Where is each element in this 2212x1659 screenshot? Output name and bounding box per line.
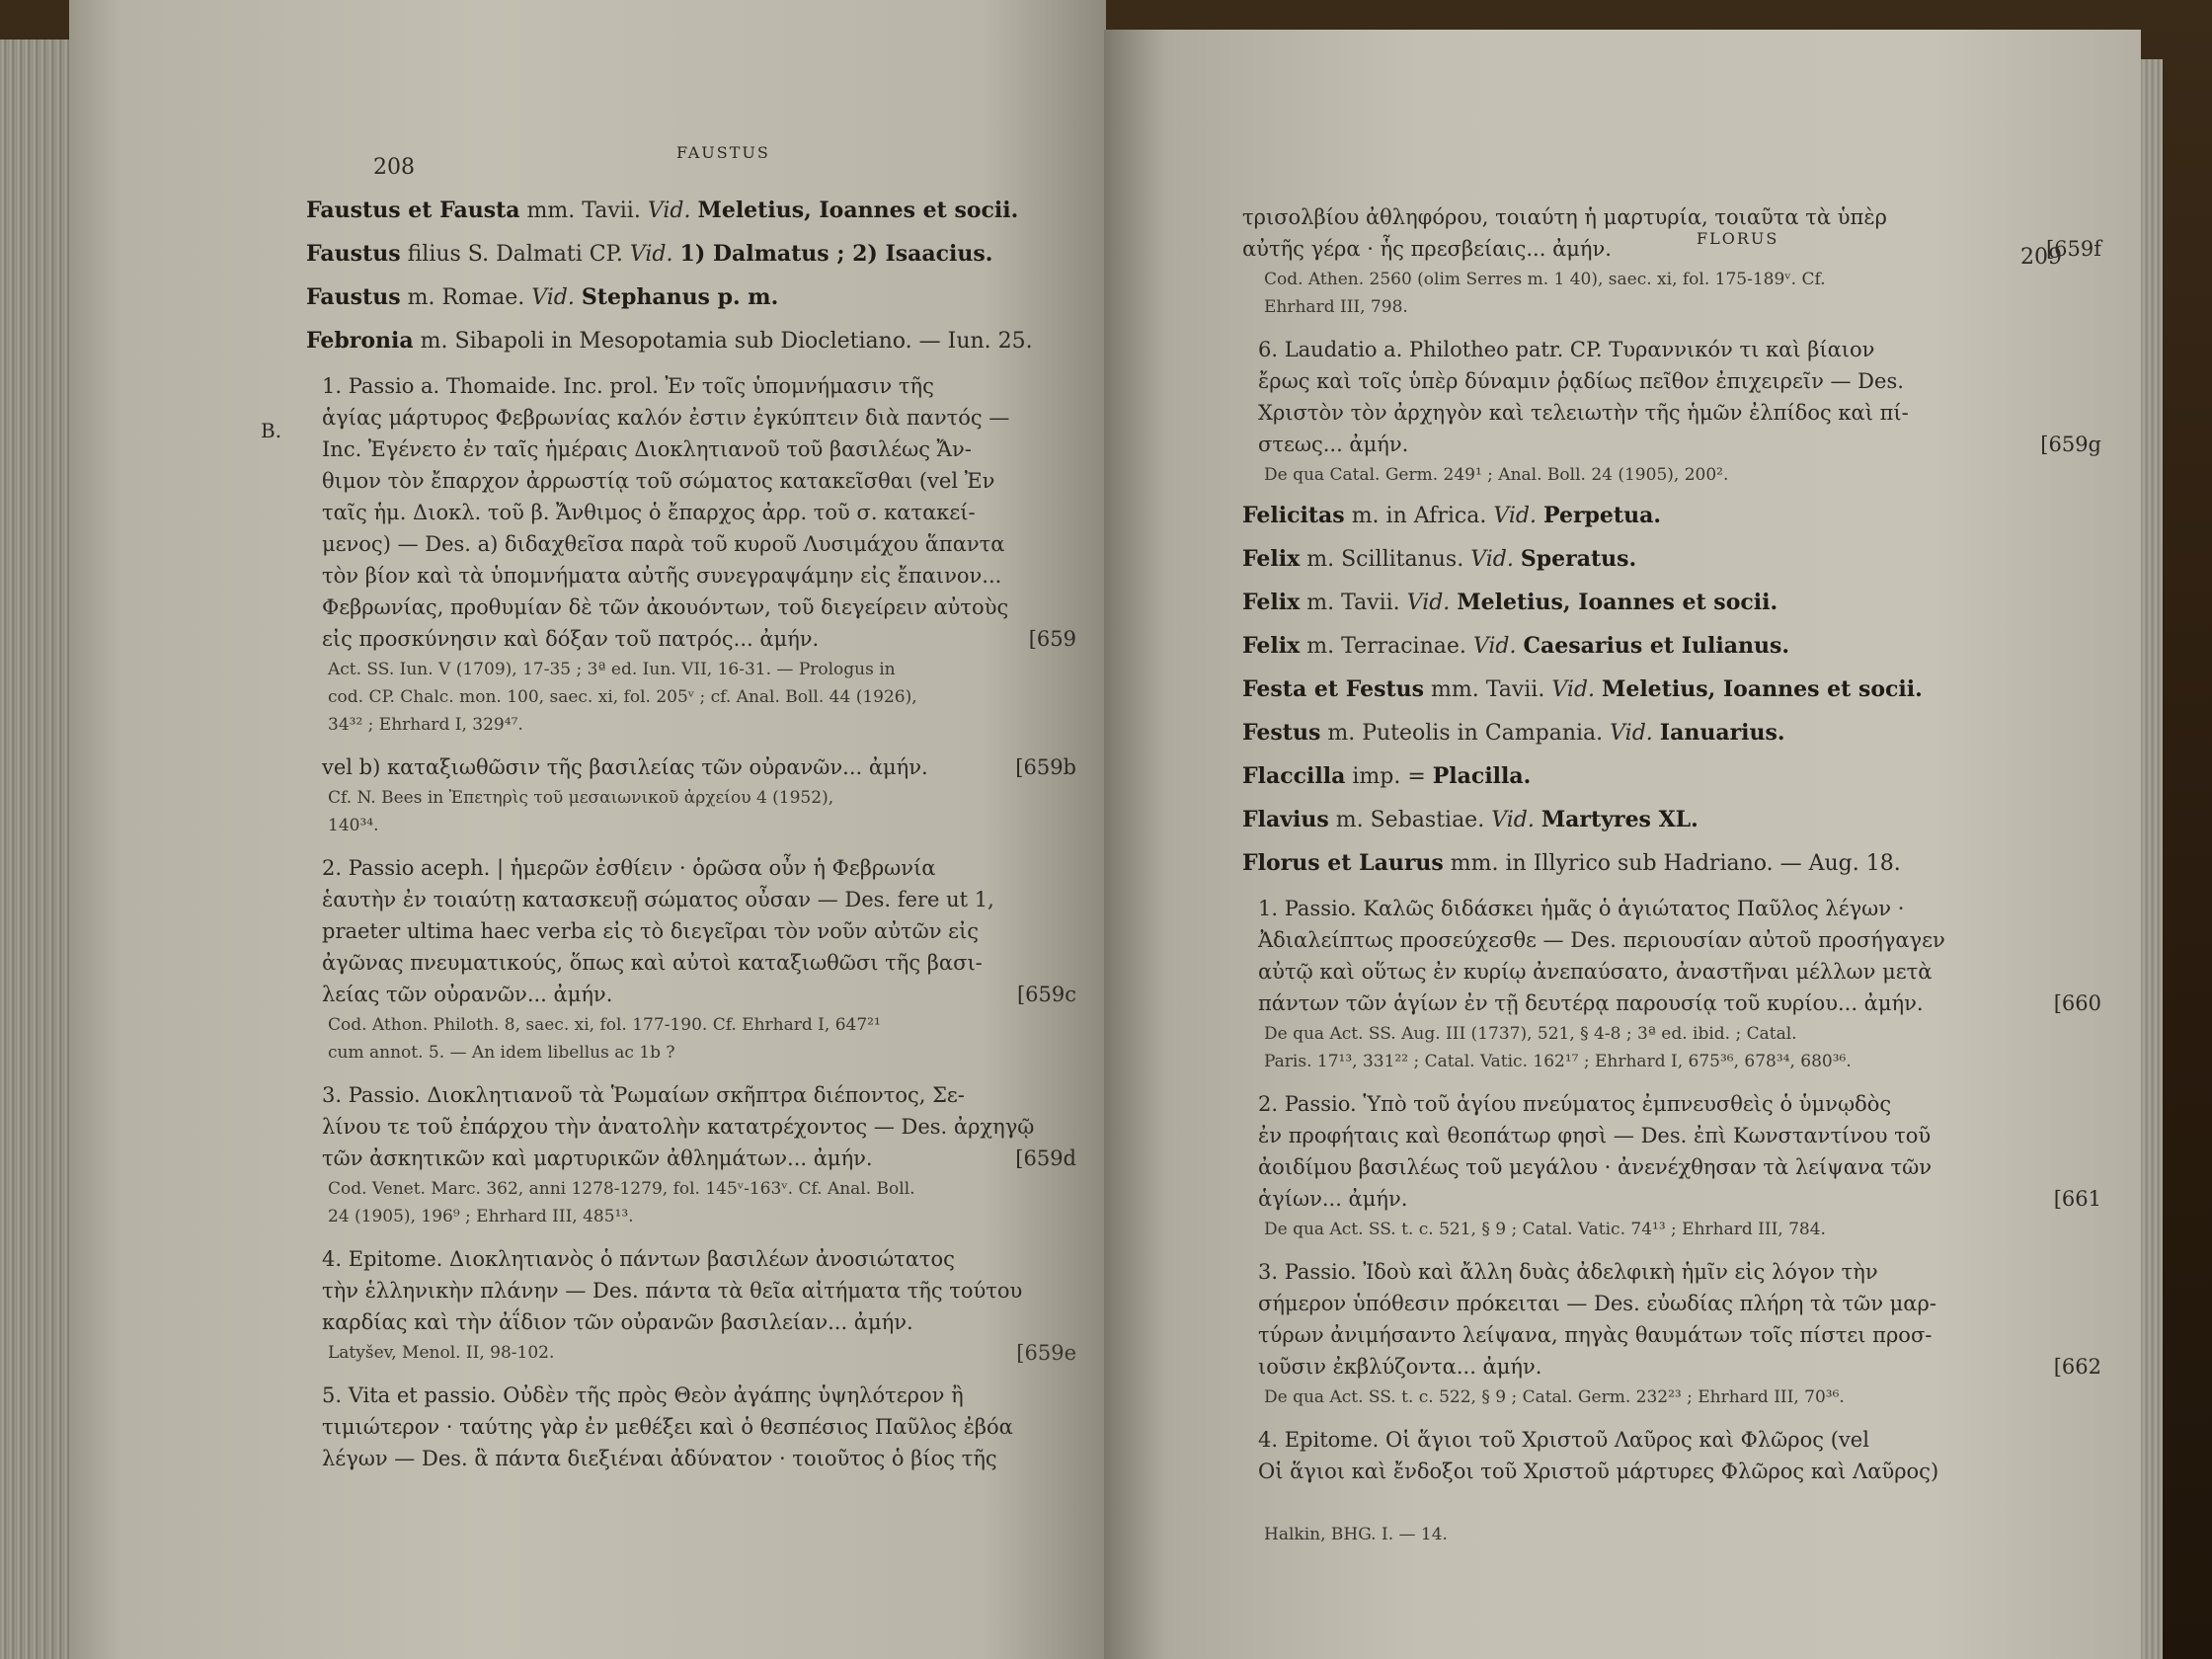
entry-description: m. Terracinae. xyxy=(1306,634,1466,659)
bhg-reference: [659e xyxy=(1016,1341,1076,1365)
paragraph-passio-1 xyxy=(1242,893,2101,1019)
bibliographic-note: Act. SS. Iun. V (1709), 17-35 ; 3ª ed. Iun. VII, 16-31. — Prologus in xyxy=(328,660,896,679)
bibliographic-note: 34³² ; Ehrhard I, 329⁴⁷. xyxy=(328,715,523,735)
entry-description: mm. in Illyrico sub Hadriano. — Aug. 18. xyxy=(1450,851,1901,876)
bibliographic-note: Cf. N. Bees in Ἐπετηρὶς τοῦ μεσαιωνικοῦ ἀρχείου 4 (1952), xyxy=(328,788,834,808)
vid-marker: Vid. xyxy=(629,242,673,267)
entry-heading: Faustus et Fausta xyxy=(306,198,520,223)
text-line: 5. Vita et passio. Οὐδὲν τῆς πρὸς Θεὸν ἀγάπης ὑψηλότερον ἢ xyxy=(322,1383,964,1407)
text-line: Inc. Ἐγένετο ἐν ταῖς ἡμέραις Διοκλητιανοῦ τοῦ βασιλέως Ἄν- xyxy=(322,437,972,461)
page-number: 208 xyxy=(373,155,415,180)
entry-description: m. Tavii. xyxy=(1306,591,1400,615)
entry-description: m. Scillitanus. xyxy=(1306,547,1464,572)
bibliographic-note: cod. CP. Chalc. mon. 100, saec. xi, fol. 205ᵛ ; cf. Anal. Boll. 44 (1926), xyxy=(328,687,917,707)
cross-reference: Placilla. xyxy=(1432,763,1532,789)
paragraph-laudatio-6 xyxy=(1242,334,2101,460)
bhg-reference: [660 xyxy=(2053,991,2101,1015)
text-line: vel b) καταξιωθῶσιν τῆς βασιλείας τῶν οὐρανῶν... ἀμήν. [659b xyxy=(306,751,1076,783)
bhg-reference: [659c xyxy=(1016,983,1076,1006)
entry-heading: Felicitas xyxy=(1242,503,1345,528)
text-line: εἰς προσκύνησιν καὶ δόξαν τοῦ πατρός... ἀμήν. [659 xyxy=(306,623,1076,655)
text-line: καρδίας καὶ τὴν ἀΐδιον τῶν οὐρανῶν βασιλείαν... ἀμήν. xyxy=(322,1310,913,1334)
running-title: FAUSTUS xyxy=(676,143,770,162)
left-running-head xyxy=(306,143,1076,183)
paragraph-epitome-4 xyxy=(1242,1424,2101,1487)
text-line: 1. Passio a. Thomaide. Inc. prol. Ἐν τοῖς ὑπομνήμασιν τῆς xyxy=(322,374,934,398)
bibliographic-note: De qua Act. SS. t. c. 521, § 9 ; Catal. Vatic. 74¹³ ; Ehrhard III, 784. xyxy=(1264,1220,1826,1239)
text-line: ἔρως καὶ τοῖς ὑπὲρ δύναμιν ῥᾳδίως πεῖθον ἐπιχειρεῖν — Des. xyxy=(1258,369,1904,393)
bhg-reference: [659g xyxy=(2040,433,2101,456)
vid-marker: Vid. xyxy=(647,198,691,223)
paragraph-passio-1 xyxy=(261,370,1076,655)
text-line: 2. Passio aceph. | ἡμερῶν ἐσθίειν · ὁρῶσα οὖν ἡ Φεβρωνία xyxy=(322,856,936,880)
entry-heading: Felix xyxy=(1242,546,1301,572)
index-entry xyxy=(1242,761,2101,792)
text-line: σήμερον ὑπόθεσιν πρόκειται — Des. εὐωδίας πλήρη τὰ τῶν μαρ- xyxy=(1258,1292,1936,1315)
entry-list xyxy=(306,196,1076,356)
text-line: λείας τῶν οὐρανῶν... ἀμήν. [659c xyxy=(306,979,1076,1010)
bibliographic-note: De qua Act. SS. Aug. III (1737), 521, § 4-8 ; 3ª ed. ibid. ; Catal. xyxy=(1264,1024,1797,1044)
bibliographic-note: Cod. Athon. Philoth. 8, saec. xi, fol. 177-190. Cf. Ehrhard I, 647²¹ xyxy=(328,1015,881,1035)
text-line: τιμιώτερον · ταύτης γὰρ ἐν μεθέξει καὶ ὁ θεσπέσιος Παῦλος ἐβόα xyxy=(322,1415,1013,1439)
text-line: 4. Epitome. Διοκλητιανὸς ὁ πάντων βασιλέων ἀνοσιώτατος xyxy=(322,1247,955,1271)
index-entry xyxy=(1242,718,2101,749)
vid-marker: Vid. xyxy=(1406,591,1451,615)
bhg-reference: [659f xyxy=(2045,237,2101,261)
entry-description: m. in Africa. xyxy=(1351,504,1487,528)
paragraph-passio-1b xyxy=(306,751,1076,783)
text-line: ἁγίων... ἀμήν. [661 xyxy=(1242,1183,2101,1215)
paragraph-passio-3 xyxy=(306,1079,1076,1174)
entry-description: m. Puteolis in Campania. xyxy=(1327,721,1604,746)
vid-marker: Vid. xyxy=(1551,677,1595,702)
entry-heading: Flavius xyxy=(1242,807,1329,832)
text-line: μενος) — Des. a) διδαχθεῖσα παρὰ τοῦ κυροῦ Λυσιμάχου ἅπαντα xyxy=(322,532,1005,556)
cross-reference: Meletius, Ioannes et socii. xyxy=(1457,590,1778,615)
text-line: ἀοιδίμου βασιλέως τοῦ μεγάλου · ἀνενέχθησαν τὰ λείψανα τῶν xyxy=(1258,1155,1933,1179)
entry-heading: Felix xyxy=(1242,590,1301,615)
text-line: αὐτῆς γέρα · ἧς πρεσβείαις... ἀμήν. [659f xyxy=(1242,233,2101,265)
bibliographic-note: Ehrhard III, 798. xyxy=(1264,297,1408,317)
index-entry xyxy=(306,239,1076,270)
bibliographic-note: 140³⁴. xyxy=(328,816,379,835)
margin-letter: B. xyxy=(261,419,282,442)
text-line: τρισολβίου ἀθληφόρου, τοιαύτη ἡ μαρτυρία, τοιαῦτα τὰ ὑπὲρ xyxy=(1242,205,1887,229)
entry-description: m. Romae. xyxy=(407,285,525,310)
entry-description: m. Sibapoli in Mesopotamia sub Diocletiano. — Iun. 25. xyxy=(420,329,1033,354)
index-entry xyxy=(1242,631,2101,662)
text-line: ιοῦσιν ἐκβλύζοντα... ἀμήν. [662 xyxy=(1242,1351,2101,1382)
text-line: Ἀδιαλείπτως προσεύχεσθε — Des. περιουσίαν αὐτοῦ προσήγαγεν xyxy=(1258,928,1945,952)
bhg-reference: [659d xyxy=(1015,1146,1076,1170)
cross-reference: Martyres XL. xyxy=(1540,807,1698,832)
text-line: ἐν προφήταις καὶ θεοπάτωρ φησὶ — Des. ἐπὶ Κωνσταντίνου τοῦ xyxy=(1258,1124,1932,1147)
text-line: Φεβρωνίας, προθυμίαν δὲ τῶν ἀκουόντων, τοῦ διεγείρειν αὐτοὺς xyxy=(322,595,1009,619)
cross-reference: Stephanus p. m. xyxy=(581,284,779,310)
entry-heading: Festus xyxy=(1242,720,1321,746)
vid-marker: Vid. xyxy=(1472,634,1517,659)
text-line: 3. Passio. Διοκλητιανοῦ τὰ Ῥωμαίων σκῆπτρα διέποντος, Σε- xyxy=(322,1083,965,1107)
entry-description: filius S. Dalmati CP. xyxy=(407,242,623,267)
signature-mark: Halkin, BHG. I. — 14. xyxy=(1264,1525,1448,1544)
bibliographic-note: De qua Catal. Germ. 249¹ ; Anal. Boll. 24 (1905), 200². xyxy=(1264,465,1729,485)
entry-heading: Festa et Festus xyxy=(1242,676,1425,702)
index-entry xyxy=(306,196,1076,226)
bibliographic-note: cum annot. 5. — An idem libellus ac 1b ? xyxy=(328,1043,675,1063)
entry-description: mm. Tavii. xyxy=(526,198,641,223)
index-entry xyxy=(306,326,1076,356)
cross-reference: Meletius, Ioannes et socii. xyxy=(697,198,1019,223)
entry-description: imp. = xyxy=(1352,764,1426,789)
entry-heading: Felix xyxy=(1242,633,1301,659)
bhg-reference: [659b xyxy=(1015,755,1076,779)
bhg-reference: [661 xyxy=(2053,1187,2101,1211)
left-page xyxy=(69,0,1106,1659)
entry-heading: Flaccilla xyxy=(1242,763,1346,789)
entry-description: mm. Tavii. xyxy=(1431,677,1545,702)
cross-reference: Caesarius et Iulianus. xyxy=(1523,633,1790,659)
left-page-edges xyxy=(0,40,71,1659)
vid-marker: Vid. xyxy=(1470,547,1514,572)
text-line: 6. Laudatio a. Philotheo patr. CP. Τυραννικόν τι καὶ βίαιον xyxy=(1258,338,1875,361)
text-line: στεως... ἀμήν. [659g xyxy=(1242,429,2101,460)
text-line: τύρων ἀνιμήσαντο λείψανα, πηγὰς θαυμάτων τοῖς πίστει προσ- xyxy=(1258,1323,1933,1347)
running-title: FLORUS xyxy=(1697,229,1779,248)
text-line: Οἱ ἅγιοι καὶ ἔνδοξοι τοῦ Χριστοῦ μάρτυρες Φλῶρος καὶ Λαῦρος) xyxy=(1258,1460,1939,1483)
index-entry xyxy=(1242,848,2101,879)
index-entry xyxy=(1242,805,2101,835)
text-line: λέγων — Des. ἃ πάντα διεξιέναι ἀδύνατον · τοιοῦτος ὁ βίος τῆς xyxy=(322,1447,997,1470)
text-line: ταῖς ἡμ. Διοκλ. τοῦ β. Ἄνθιμος ὁ ἔπαρχος ἀρρ. τοῦ σ. κατακεί- xyxy=(322,501,976,524)
right-column xyxy=(1242,201,2101,1547)
right-running-head xyxy=(1242,188,2101,296)
text-line: τὸν βίον καὶ τὰ ὑπομνήματα αὐτῆς συνεγραψάμην εἰς ἔπαινον... xyxy=(322,564,1002,588)
text-line: θιμον τὸν ἔπαρχον ἀρρωστίᾳ τοῦ σώματος κατακεῖσθαι (vel Ἐν xyxy=(322,469,995,493)
text-line: 4. Epitome. Οἱ ἅγιοι τοῦ Χριστοῦ Λαῦρος καὶ Φλῶρος (vel xyxy=(1258,1428,1869,1452)
text-line: πάντων τῶν ἁγίων ἐν τῇ δευτέρᾳ παρουσίᾳ τοῦ κυρίου... ἀμήν. [660 xyxy=(1242,988,2101,1019)
paragraph-vita-5 xyxy=(306,1380,1076,1474)
text-line: αὐτῷ καὶ οὕτως ἐν κυρίῳ ἀνεπαύσατο, ἀναστῆναι μέλλων μετὰ xyxy=(1258,960,1933,984)
index-entry xyxy=(306,282,1076,313)
vid-marker: Vid. xyxy=(531,285,575,310)
cross-reference: Speratus. xyxy=(1520,546,1637,572)
index-entry xyxy=(1242,674,2101,705)
text-line: 1. Passio. Καλῶς διδάσκει ἡμᾶς ὁ ἁγιώτατος Παῦλος λέγων · xyxy=(1258,897,1905,920)
text-line: praeter ultima haec verba εἰς τὸ διεγεῖραι τὸν νοῦν αὐτῶν εἰς xyxy=(322,919,980,943)
bibliographic-note: Paris. 17¹³, 331²² ; Catal. Vatic. 162¹⁷ ; Ehrhard I, 675³⁶, 678³⁴, 680³⁶. xyxy=(1264,1052,1852,1071)
right-page xyxy=(1104,30,2141,1659)
paragraph-passio-2 xyxy=(1242,1088,2101,1215)
cross-reference: 1) Dalmatus ; 2) Isaacius. xyxy=(679,241,993,267)
bibliographic-note: Cod. Athen. 2560 (olim Serres m. 1 40), saec. xi, fol. 175-189ᵛ. Cf. xyxy=(1264,270,1826,289)
text-line: 3. Passio. Ἰδοὺ καὶ ἄλλη δυὰς ἀδελφικὴ ἡμῖν εἰς λόγον τὴν xyxy=(1258,1260,1878,1284)
vid-marker: Vid. xyxy=(1610,721,1653,746)
cross-reference: Meletius, Ioannes et socii. xyxy=(1601,676,1923,702)
bibliographic-note: 24 (1905), 196⁹ ; Ehrhard III, 485¹³. xyxy=(328,1207,634,1226)
bibliographic-note: De qua Act. SS. t. c. 522, § 9 ; Catal. Germ. 232²³ ; Ehrhard III, 70³⁶. xyxy=(1264,1387,1845,1407)
entry-list xyxy=(1242,501,2101,879)
vid-marker: Vid. xyxy=(1491,808,1535,832)
text-line: λίνου τε τοῦ ἐπάρχου τὴν ἀνατολὴν κατατρέχοντος — Des. ἀρχηγῷ xyxy=(322,1115,1035,1139)
vid-marker: Vid. xyxy=(1493,504,1537,528)
entry-heading: Faustus xyxy=(306,284,401,310)
text-line: 2. Passio. Ὑπὸ τοῦ ἁγίου πνεύματος ἐμπνευσθεὶς ὁ ὑμνῳδὸς xyxy=(1258,1092,1892,1116)
text-line: ἀγῶνας πνευματικούς, ὅπως καὶ αὐτοὶ καταξιωθῶσι τῆς βασι- xyxy=(322,951,983,975)
text-line: ἁγίας μάρτυρος Φεβρωνίας καλόν ἐστιν ἐγκύπτειν διὰ παντός — xyxy=(322,406,1010,430)
cross-reference: Perpetua. xyxy=(1543,503,1661,528)
paragraph-passio-3 xyxy=(1242,1256,2101,1382)
text-line: τὴν ἑλληνικὴν πλάνην — Des. πάντα τὰ θεῖα αἰτήματα τῆς τούτου xyxy=(322,1279,1023,1303)
bibliographic-note: Cod. Venet. Marc. 362, anni 1278-1279, fol. 145ᵛ-163ᵛ. Cf. Anal. Boll. xyxy=(328,1179,915,1199)
index-entry xyxy=(1242,501,2101,531)
bhg-reference: [662 xyxy=(2053,1355,2101,1379)
paragraph-passio-2 xyxy=(306,852,1076,1010)
bhg-reference: [659 xyxy=(1028,627,1076,651)
entry-description: m. Sebastiae. xyxy=(1335,808,1485,832)
index-entry xyxy=(1242,544,2101,575)
entry-heading: Febronia xyxy=(306,328,414,354)
text-line: ἑαυτὴν ἐν τοιαύτῃ κατασκευῇ σώματος οὖσαν — Des. fere ut 1, xyxy=(322,888,994,911)
entry-heading: Faustus xyxy=(306,241,401,267)
paragraph-epitome-4 xyxy=(306,1243,1076,1338)
entry-heading: Florus et Laurus xyxy=(1242,850,1444,876)
page-number: 209 xyxy=(2020,245,2062,270)
index-entry xyxy=(1242,588,2101,618)
text-line: τῶν ἀσκητικῶν καὶ μαρτυρικῶν ἀθλημάτων... ἀμήν. [659d xyxy=(306,1143,1076,1174)
bibliographic-note: Latyšev, Menol. II, 98-102. [659e xyxy=(328,1341,1076,1365)
text-line: Χριστὸν τὸν ἀρχηγὸν καὶ τελειωτὴν τῆς ἡμῶν ἐλπίδος καὶ πί- xyxy=(1258,401,1909,425)
cross-reference: Ianuarius. xyxy=(1659,720,1785,746)
